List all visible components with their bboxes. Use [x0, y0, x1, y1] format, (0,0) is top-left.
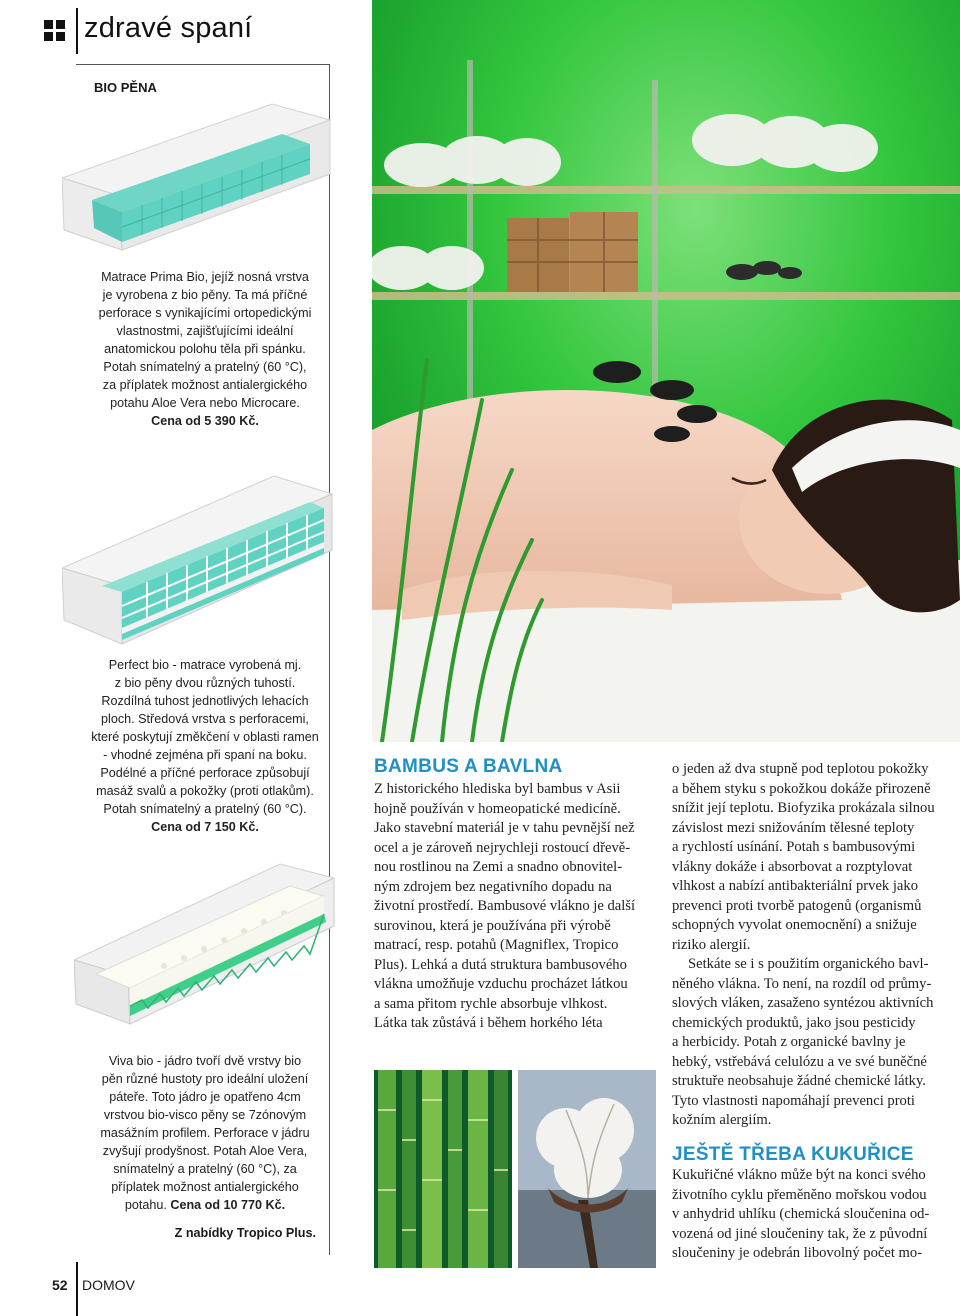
section-heading-bamboo-cotton: BAMBUS A BAVLNA — [374, 756, 563, 777]
mattress-image-perfect-bio — [62, 468, 334, 648]
section-title: zdravé spaní — [84, 12, 253, 44]
footer-divider — [76, 1262, 78, 1316]
product-description: Perfect bio - matrace vyrobená mj. z bio pěny dvou různých tuhostí. Rozdílná tuhost jednotlivých lehacích ploch. Středová vrstva s perforacemi, které poskytují změkčení v oblasti ramen - vhodné zejména při spaní na boku. Podélné a příčné perforace způsobují masáž svalů a pokožky (proti otlakům). Potah snímatelný a pratelný (60 °C). Cena od 7 150 Kč. — [91, 658, 319, 834]
magazine-name: DOMOV — [82, 1277, 135, 1293]
grid-square-icon — [44, 20, 66, 42]
product-heading: BIO PĚNA — [94, 80, 157, 95]
mattress-image-prima-bio — [62, 100, 332, 260]
article-column-2: o jeden až dva stupně pod teplotou pokožky a během styku s pokožkou dokáže přirozeně snížit její teplotu. Biofyzika prokázala silnou závislost mezi snižováním tělesné teploty a rychlostí usínání. Potah s bambusovými vlákny dokáže i absorbovat a rozptylovat vlhkost a nabízí antibakteriální prvek jako prevenci proti tvorbě patogenů (organismů schopných vyvolat onemocnění) a snižuje riziko alergií. Setkáte se i s použitím organického bavl- něného vlákna. To není, na rozdíl od průmy- slových vláken, zasaženo syntézou aktivních chemických produktů, jako jsou pesticidy a herbicidy. Potah z organické bavlny je hebký, vstřebává celulózu a ve své buněčné struktuře neobsahuje žádné chemické látky. Tyto vlastnosti napomáhají prevenci proti kožním alergiím. — [672, 761, 935, 1128]
section-heading-corn: JEŠTĚ TŘEBA KUKUŘICE — [672, 1144, 914, 1165]
cotton-photo — [518, 1070, 656, 1268]
mattress-image-viva-bio — [74, 858, 336, 1028]
spa-photo — [372, 0, 960, 742]
product-description: Matrace Prima Bio, jejíž nosná vrstva je vyrobena z bio pěny. Ta má příčné perforace s vynikajícími ortopedickými vlastnostmi, zajišťujícími ideální anatomickou polohu těla při spánku. Potah snímatelný a pratelný (60 °C), za příplatek možnost antialergického potahu Aloe Vera nebo Microcare. Cena od 5 390 Kč. — [98, 270, 312, 428]
article-column-2-corn: Kukuřičné vlákno může být na konci svého životního cyklu přeměněno mořskou vodou v anhydrid uhlíku (chemická sloučenina od- vozená od jiné sloučeniny tak, že z původní sloučeniny je odebrán libovolný počet mo- — [672, 1167, 930, 1261]
source-note: Z nabídky Tropico Plus. — [174, 1226, 316, 1240]
page-number: 52 — [52, 1277, 68, 1293]
product-price: Cena od 5 390 Kč. — [151, 414, 259, 428]
product-price: Cena od 7 150 Kč. — [151, 820, 259, 834]
product-price: Cena od 10 770 Kč. — [170, 1198, 286, 1212]
product-description: Viva bio - jádro tvoří dvě vrstvy bio pěn různé hustoty pro ideální uložení páteře. Toto jádro je opatřeno 4cm vrstvou bio-visco pěny se 7zónovým masážním profilem. Perforace v jádru zvyšují prodyšnost. Potah Aloe Vera, snímatelný a pratelný (60 °C), za příplatek možnost antialergického potahu. Cena od 10 770 Kč. — [100, 1054, 310, 1212]
bamboo-photo — [374, 1070, 512, 1268]
article-column-1: Z historického hlediska byl bambus v Asii hojně používán v homeopatické medicíně. Jako stavební materiál je v tahu pevnější než ocel a je zároveň nejrychleji rostoucí dřevě- nou rostlinou na Zemi a snadno obnovitel- ným zdrojem bez negativního dopadu na životní prostředí. Bambusové vlákno je další surovinou, která je používána při výrobě matrací, resp. potahů (Magniflex, Tropico Plus). Lehká a dutá struktura bambusového vlákna umožňuje vzduchu procházet látkou a sama přitom rychle absorbuje vlhkost. Látka tak zůstává i během horkého léta — [374, 781, 636, 1031]
header-divider — [76, 8, 78, 54]
